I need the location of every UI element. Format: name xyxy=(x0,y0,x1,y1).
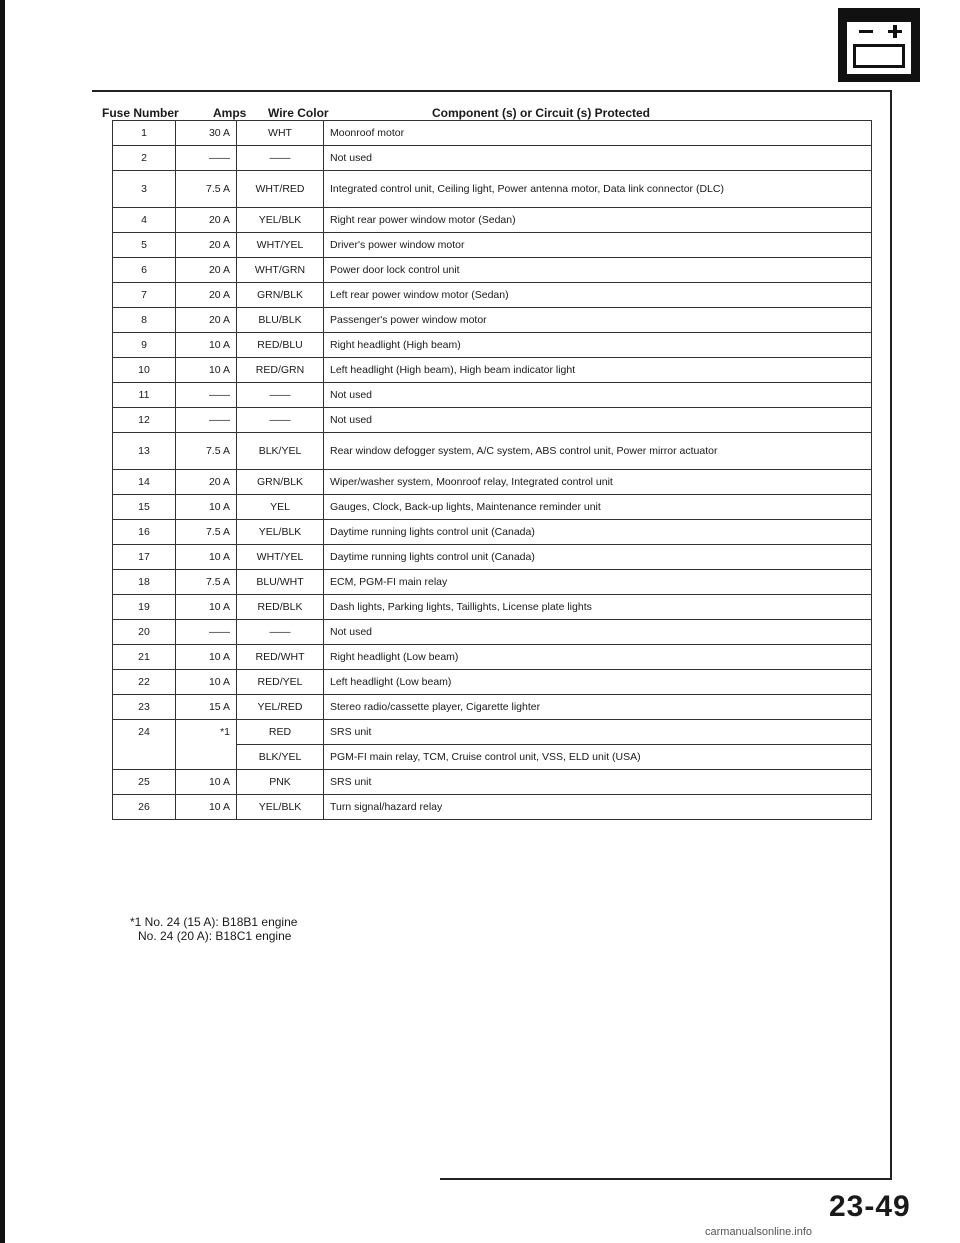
component-cell: Passenger's power window motor xyxy=(324,308,872,333)
fuse-number-cell: 24 xyxy=(113,720,176,745)
amps-cell: 20 A xyxy=(176,308,237,333)
footnote-line-1: *1 No. 24 (15 A): B18B1 engine xyxy=(130,915,298,929)
watermark: carmanualsonline.info xyxy=(705,1226,813,1238)
fuse-number-cell: 11 xyxy=(113,383,176,408)
table-row xyxy=(113,695,872,720)
fuse-number-cell: 3 xyxy=(113,171,176,208)
wire-color-cell: RED/BLK xyxy=(237,595,324,620)
table-row xyxy=(113,208,872,233)
table-row xyxy=(113,620,872,645)
component-cell: Daytime running lights control unit (Canada) xyxy=(324,545,872,570)
wire-color-cell: RED/GRN xyxy=(237,358,324,383)
wire-color-cell: WHT xyxy=(237,121,324,146)
table-row xyxy=(113,670,872,695)
table-row xyxy=(113,258,872,283)
component-cell: Power door lock control unit xyxy=(324,258,872,283)
amps-cell xyxy=(176,745,237,770)
fuse-number-cell: 9 xyxy=(113,333,176,358)
page-number: 23-49 xyxy=(829,1190,911,1223)
table-row xyxy=(113,795,872,820)
amps-cell: 10 A xyxy=(176,545,237,570)
table-row xyxy=(113,470,872,495)
fuse-number-cell: 19 xyxy=(113,595,176,620)
component-cell: Right headlight (Low beam) xyxy=(324,645,872,670)
amps-cell: 7.5 A xyxy=(176,570,237,595)
fuse-number-cell: 14 xyxy=(113,470,176,495)
component-cell: Rear window defogger system, A/C system, ABS control unit, Power mirror actuator xyxy=(324,433,872,470)
amps-cell: 20 A xyxy=(176,258,237,283)
table-row xyxy=(113,283,872,308)
header-amps: Amps xyxy=(213,106,247,120)
amps-cell: 10 A xyxy=(176,595,237,620)
wire-color-cell: WHT/GRN xyxy=(237,258,324,283)
amps-cell: 10 A xyxy=(176,358,237,383)
right-rule xyxy=(890,90,892,1180)
component-cell: Daytime running lights control unit (Canada) xyxy=(324,520,872,545)
component-cell: Right rear power window motor (Sedan) xyxy=(324,208,872,233)
fuse-number-cell: 6 xyxy=(113,258,176,283)
amps-cell: 20 A xyxy=(176,470,237,495)
amps-cell: 10 A xyxy=(176,495,237,520)
component-cell: Left headlight (High beam), High beam indicator light xyxy=(324,358,872,383)
fuse-number-cell: 4 xyxy=(113,208,176,233)
component-cell: Not used xyxy=(324,408,872,433)
table-row xyxy=(113,595,872,620)
header-component: Component (s) or Circuit (s) Protected xyxy=(432,106,651,120)
fuse-number-cell: 25 xyxy=(113,770,176,795)
wire-color-cell: RED/WHT xyxy=(237,645,324,670)
fuse-number-cell: 26 xyxy=(113,795,176,820)
fuse-number-cell: 7 xyxy=(113,283,176,308)
wire-color-cell: WHT/RED xyxy=(237,171,324,208)
wire-color-cell: BLU/WHT xyxy=(237,570,324,595)
fuse-number-cell xyxy=(113,745,176,770)
wire-color-cell: RED/BLU xyxy=(237,333,324,358)
fuse-number-cell: 13 xyxy=(113,433,176,470)
fuse-number-cell: 2 xyxy=(113,146,176,171)
amps-cell: 20 A xyxy=(176,233,237,258)
component-cell: Integrated control unit, Ceiling light, Power antenna motor, Data link connector (DLC) xyxy=(324,171,872,208)
wire-color-cell: —— xyxy=(237,408,324,433)
table-row xyxy=(113,745,872,770)
wire-color-cell: YEL/RED xyxy=(237,695,324,720)
fuse-number-cell: 10 xyxy=(113,358,176,383)
fuse-number-cell: 23 xyxy=(113,695,176,720)
wire-color-cell: BLK/YEL xyxy=(237,745,324,770)
amps-cell: —— xyxy=(176,408,237,433)
amps-cell: 20 A xyxy=(176,283,237,308)
wire-color-cell: —— xyxy=(237,383,324,408)
fuse-number-cell: 20 xyxy=(113,620,176,645)
table-row xyxy=(113,545,872,570)
table-row xyxy=(113,408,872,433)
component-cell: Left rear power window motor (Sedan) xyxy=(324,283,872,308)
bottom-rule xyxy=(440,1178,890,1180)
table-row xyxy=(113,433,872,470)
page-binding-edge xyxy=(0,0,5,1243)
wire-color-cell: YEL xyxy=(237,495,324,520)
wire-color-cell: RED/YEL xyxy=(237,670,324,695)
table-row xyxy=(113,495,872,520)
wire-color-cell: YEL/BLK xyxy=(237,520,324,545)
component-cell: Not used xyxy=(324,146,872,171)
wire-color-cell: RED xyxy=(237,720,324,745)
amps-cell: *1 xyxy=(176,720,237,745)
amps-cell: 7.5 A xyxy=(176,171,237,208)
component-cell: Stereo radio/cassette player, Cigarette lighter xyxy=(324,695,872,720)
table-row xyxy=(113,645,872,670)
footnote xyxy=(130,915,297,943)
wire-color-cell: GRN/BLK xyxy=(237,283,324,308)
amps-cell: 10 A xyxy=(176,333,237,358)
amps-cell: 20 A xyxy=(176,208,237,233)
table-row xyxy=(113,146,872,171)
component-cell: Moonroof motor xyxy=(324,121,872,146)
amps-cell: —— xyxy=(176,620,237,645)
table-row xyxy=(113,171,872,208)
fuse-number-cell: 17 xyxy=(113,545,176,570)
amps-cell: 10 A xyxy=(176,770,237,795)
component-cell: SRS unit xyxy=(324,720,872,745)
wire-color-cell: —— xyxy=(237,146,324,171)
table-row xyxy=(113,121,872,146)
component-cell: Left headlight (Low beam) xyxy=(324,670,872,695)
fuse-number-cell: 16 xyxy=(113,520,176,545)
component-cell: Right headlight (High beam) xyxy=(324,333,872,358)
header-wire-color: Wire Color xyxy=(268,106,329,120)
amps-cell: 7.5 A xyxy=(176,433,237,470)
footnote-line-2: No. 24 (20 A): B18C1 engine xyxy=(138,929,292,943)
component-cell: ECM, PGM-FI main relay xyxy=(324,570,872,595)
wire-color-cell: —— xyxy=(237,620,324,645)
table-row xyxy=(113,333,872,358)
table-row xyxy=(113,383,872,408)
fuse-number-cell: 8 xyxy=(113,308,176,333)
component-cell: Dash lights, Parking lights, Taillights, License plate lights xyxy=(324,595,872,620)
fuse-table xyxy=(112,120,872,820)
fuse-number-cell: 22 xyxy=(113,670,176,695)
fuse-number-cell: 15 xyxy=(113,495,176,520)
wire-color-cell: YEL/BLK xyxy=(237,208,324,233)
wire-color-cell: PNK xyxy=(237,770,324,795)
fuse-number-cell: 18 xyxy=(113,570,176,595)
table-row xyxy=(113,520,872,545)
component-cell: Not used xyxy=(324,620,872,645)
top-rule xyxy=(92,90,892,92)
amps-cell: 7.5 A xyxy=(176,520,237,545)
table-row xyxy=(113,770,872,795)
component-cell: Not used xyxy=(324,383,872,408)
table-row xyxy=(113,308,872,333)
header-fuse-number: Fuse Number xyxy=(102,106,179,120)
wire-color-cell: GRN/BLK xyxy=(237,470,324,495)
wire-color-cell: BLK/YEL xyxy=(237,433,324,470)
wire-color-cell: YEL/BLK xyxy=(237,795,324,820)
component-cell: SRS unit xyxy=(324,770,872,795)
component-cell: Wiper/washer system, Moonroof relay, Integrated control unit xyxy=(324,470,872,495)
component-cell: Driver's power window motor xyxy=(324,233,872,258)
wire-color-cell: WHT/YEL xyxy=(237,545,324,570)
component-cell: PGM-FI main relay, TCM, Cruise control unit, VSS, ELD unit (USA) xyxy=(324,745,872,770)
table-row xyxy=(113,233,872,258)
amps-cell: —— xyxy=(176,146,237,171)
table-row xyxy=(113,720,872,745)
component-cell: Gauges, Clock, Back-up lights, Maintenance reminder unit xyxy=(324,495,872,520)
wire-color-cell: WHT/YEL xyxy=(237,233,324,258)
amps-cell: 10 A xyxy=(176,645,237,670)
amps-cell: 15 A xyxy=(176,695,237,720)
amps-cell: 10 A xyxy=(176,795,237,820)
amps-cell: 10 A xyxy=(176,670,237,695)
table-row xyxy=(113,570,872,595)
fuse-number-cell: 5 xyxy=(113,233,176,258)
amps-cell: 30 A xyxy=(176,121,237,146)
wire-color-cell: BLU/BLK xyxy=(237,308,324,333)
table-row xyxy=(113,358,872,383)
fuse-number-cell: 12 xyxy=(113,408,176,433)
amps-cell: —— xyxy=(176,383,237,408)
component-cell: Turn signal/hazard relay xyxy=(324,795,872,820)
fuse-number-cell: 21 xyxy=(113,645,176,670)
fuse-number-cell: 1 xyxy=(113,121,176,146)
battery-icon xyxy=(838,8,920,82)
